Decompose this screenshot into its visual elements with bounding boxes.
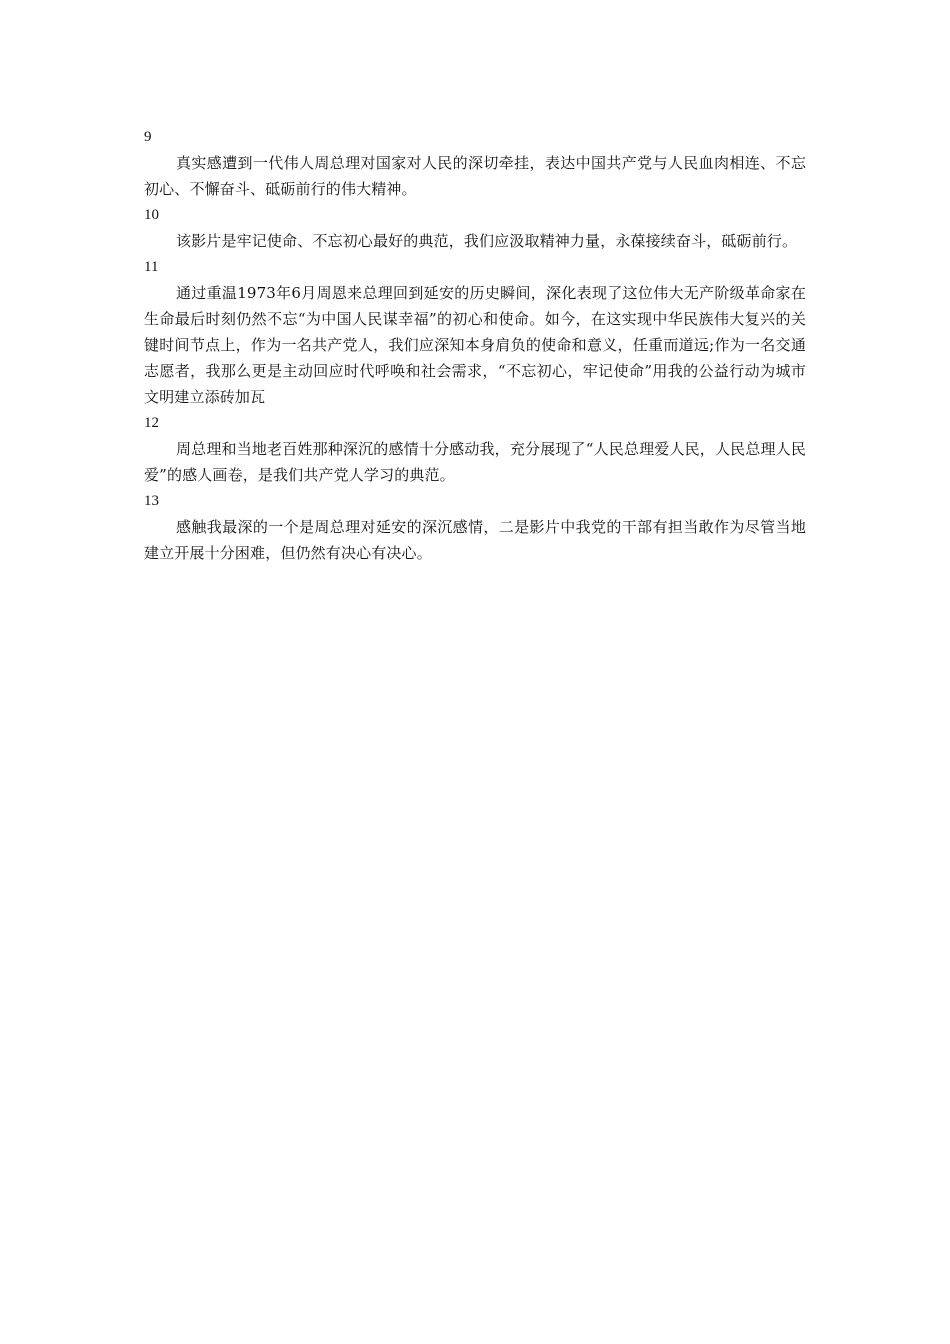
entry-paragraph: 真实感遭到一代伟人周总理对国家对人民的深切牵挂，表达中国共产党与人民血肉相连、不忘初心、不懈奋斗、砥砺前行的伟大精神。 <box>144 154 806 198</box>
entry-paragraph: 该影片是牢记使命、不忘初心最好的典范，我们应汲取精神力量，永葆接续奋斗，砥砺前行。 <box>176 232 798 250</box>
entry-number: 10 <box>144 207 159 223</box>
entry-12 <box>144 410 806 488</box>
entry-number: 13 <box>144 493 159 509</box>
entry-number: 9 <box>144 129 152 145</box>
entry-number: 12 <box>144 415 159 431</box>
entry-paragraph: 感触我最深的一个是周总理对延安的深沉感情，二是影片中我党的干部有担当敢作为尽管当地建立开展十分困难，但仍然有决心有决心。 <box>144 518 806 562</box>
entry-number: 11 <box>144 259 159 275</box>
entry-13 <box>144 488 806 566</box>
document-body <box>144 124 806 566</box>
entry-11 <box>144 254 806 410</box>
entry-9 <box>144 124 806 202</box>
entry-paragraph: 通过重温1973年6月周恩来总理回到延安的历史瞬间，深化表现了这位伟大无产阶级革命家在生命最后时刻仍然不忘“为中国人民谋幸福”的初心和使命。如今，在这实现中华民族伟大复兴的关键时间节点上，作为一名共产党人，我们应深知本身肩负的使命和意义，任重而道远;作为一名交通志愿者，我那么更是主动回应时代呼唤和社会需求，“不忘初心，牢记使命”用我的公益行动为城市文明建立添砖加瓦 <box>144 284 806 406</box>
entry-paragraph: 周总理和当地老百姓那种深沉的感情十分感动我，充分展现了“人民总理爱人民，人民总理人民爱”的感人画卷，是我们共产党人学习的典范。 <box>144 440 806 484</box>
entry-10 <box>144 202 806 254</box>
